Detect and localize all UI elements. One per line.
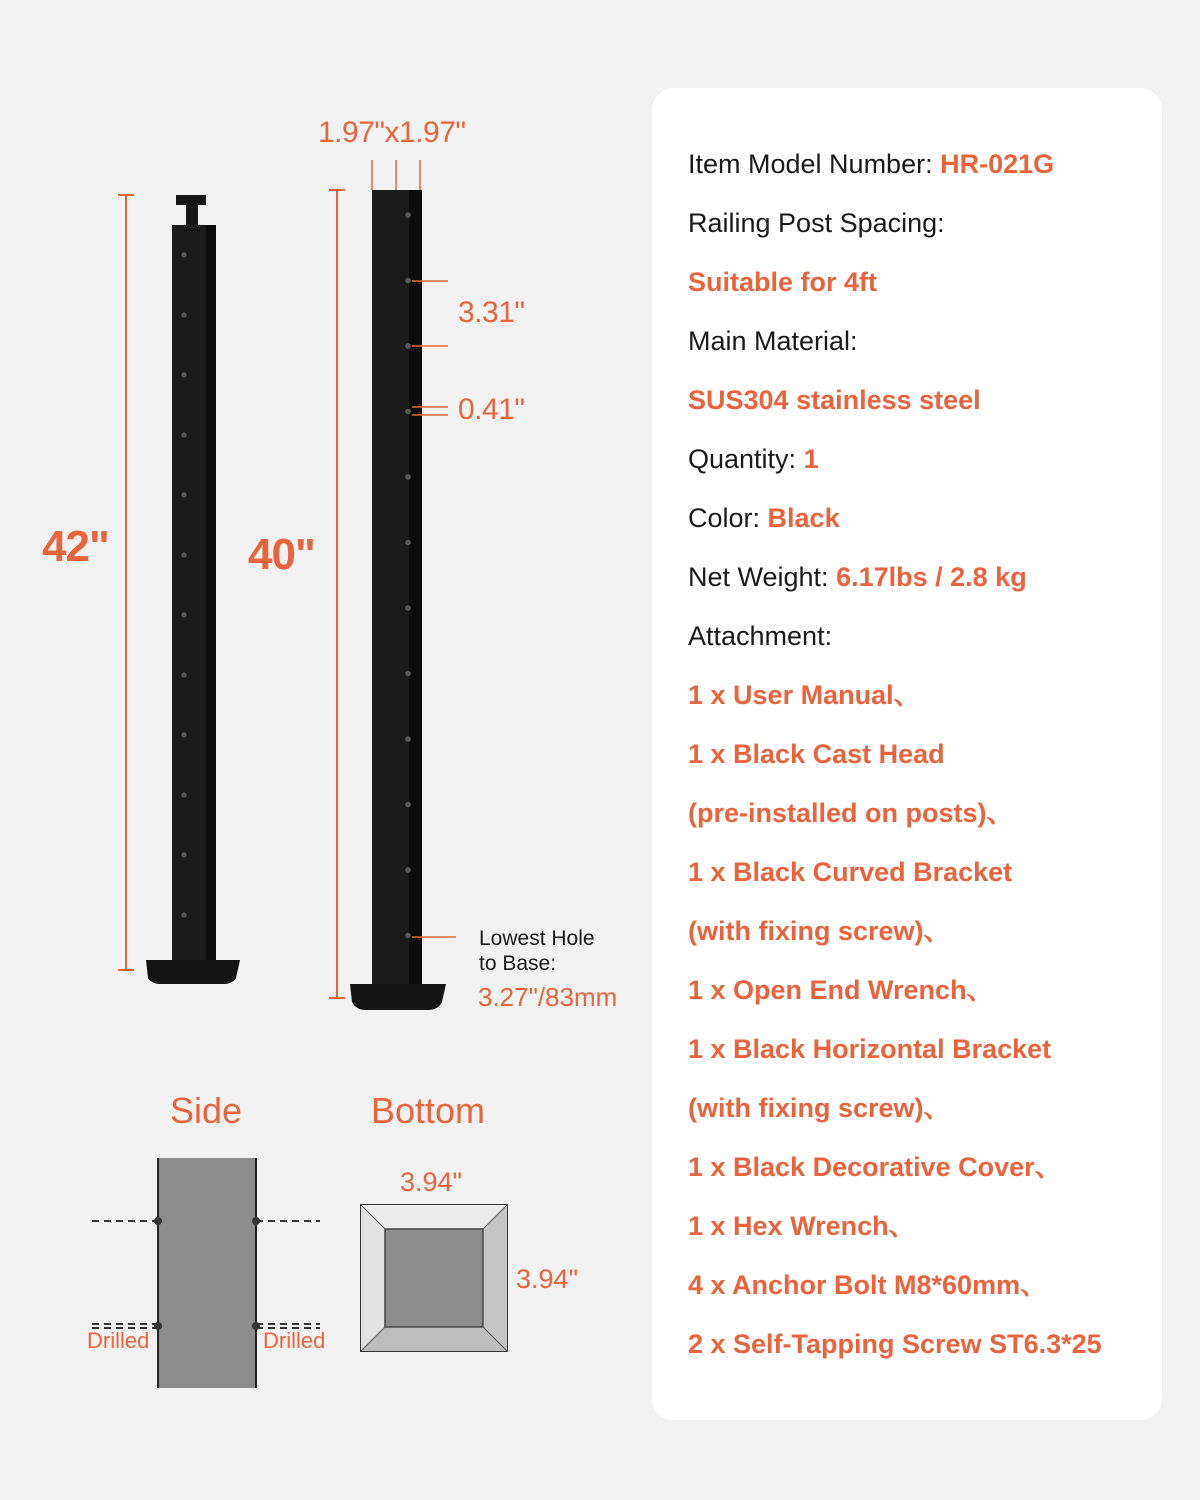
post-hole — [181, 552, 186, 557]
spec-line — [688, 561, 1027, 593]
spec-value: HR-021G — [940, 149, 1055, 179]
spec-value: 2 x Self-Tapping Screw ST6.3*25 — [688, 1329, 1102, 1359]
post-hole — [181, 432, 186, 437]
spec-line — [688, 620, 832, 652]
post-hole — [181, 252, 186, 257]
spec-key: Color: — [688, 503, 768, 533]
spec-line — [688, 1269, 1047, 1301]
post-hole — [181, 612, 186, 617]
spec-value: Suitable for 4ft — [688, 267, 878, 297]
spec-value: 1 x Black Horizontal Bracket — [688, 1034, 1052, 1064]
post-hole — [181, 492, 186, 497]
spec-value: 1 x Black Decorative Cover、 — [688, 1152, 1062, 1182]
spec-line — [688, 974, 994, 1006]
height-42-dimension-line — [118, 195, 134, 970]
post-hole — [181, 732, 186, 737]
spec-value: 6.17lbs / 2.8 kg — [836, 562, 1027, 592]
spec-value: (with fixing screw)、 — [688, 916, 951, 946]
post-hole — [181, 372, 186, 377]
spec-key: Item Model Number: — [688, 149, 941, 179]
lowest-hole-label-line2: to Base: — [479, 952, 557, 975]
post-hole — [181, 792, 186, 797]
height-post-label: 40" — [248, 530, 315, 579]
post-hole — [181, 672, 186, 677]
drilled-left-label: Drilled — [87, 1328, 150, 1353]
post-hole — [181, 912, 186, 917]
spec-line — [688, 148, 1054, 180]
bottom-view-title: Bottom — [371, 1090, 486, 1131]
spec-line — [688, 915, 951, 947]
spec-line — [688, 1328, 1102, 1360]
post-hole — [405, 736, 411, 742]
lowest-hole-label — [479, 926, 595, 976]
post-hole — [405, 802, 411, 808]
spec-line — [688, 1033, 1051, 1065]
spec-value: 1 — [803, 444, 819, 474]
spec-line — [688, 1151, 1062, 1183]
spec-value: (with fixing screw)、 — [688, 1093, 951, 1123]
spec-value: SUS304 stainless steel — [688, 385, 981, 415]
post-hole — [405, 605, 411, 611]
spec-value: 1 x Open End Wrench、 — [688, 975, 994, 1005]
spec-value: (pre-installed on posts)、 — [688, 798, 1014, 828]
spec-key: Net Weight: — [688, 562, 837, 592]
post-hole — [405, 343, 411, 349]
post-hole — [405, 474, 411, 480]
side-view-title: Side — [170, 1090, 243, 1131]
spec-card — [652, 88, 1162, 1420]
spec-key: Attachment: — [688, 621, 833, 651]
spec-value: 1 x Black Cast Head — [688, 739, 945, 769]
spec-line — [688, 384, 981, 416]
base-width-label: 3.94" — [400, 1167, 463, 1197]
height-40-dimension-line — [329, 190, 345, 998]
post-hole — [405, 409, 411, 415]
drilled-right-label: Drilled — [263, 1328, 326, 1353]
post-plain — [350, 190, 446, 1010]
spec-line — [688, 266, 877, 298]
spec-line — [688, 207, 945, 239]
lowest-hole-value: 3.27"/83mm — [478, 982, 618, 1012]
spec-line — [688, 325, 858, 357]
lowest-hole-label-line1: Lowest Hole — [479, 927, 595, 950]
section-dimension-marks — [372, 160, 420, 190]
spec-line — [688, 1210, 916, 1242]
spec-line — [688, 856, 1012, 888]
post-hole — [405, 671, 411, 677]
spec-line — [688, 443, 819, 475]
post-hole — [405, 540, 411, 546]
post-hole — [181, 312, 186, 317]
post-section-label: 1.97"x1.97" — [318, 116, 466, 149]
spec-value: Black — [767, 503, 840, 533]
spec-value: 1 x User Manual、 — [688, 680, 921, 710]
spec-line — [688, 502, 840, 534]
post-hole — [405, 278, 411, 284]
post-hole — [405, 212, 411, 218]
base-depth-label: 3.94" — [516, 1264, 579, 1294]
spec-value: 1 x Hex Wrench、 — [688, 1211, 916, 1241]
hole-spacing-label: 3.31" — [458, 296, 525, 329]
spec-key: Main Material: — [688, 326, 858, 356]
spec-key: Railing Post Spacing: — [688, 208, 945, 238]
post-hole — [405, 933, 411, 939]
height-total-label: 42" — [42, 522, 109, 571]
post-hole — [181, 852, 186, 857]
spec-key: Quantity: — [688, 444, 804, 474]
post-with-cast-head — [146, 195, 240, 984]
bottom-view — [361, 1205, 507, 1351]
spec-line — [688, 797, 1014, 829]
spec-line — [688, 1092, 951, 1124]
post-hole — [405, 867, 411, 873]
spec-value: 1 x Black Curved Bracket — [688, 857, 1013, 887]
spec-line — [688, 738, 945, 770]
spec-line — [688, 679, 921, 711]
spec-value: 4 x Anchor Bolt M8*60mm、 — [688, 1270, 1048, 1300]
hole-diameter-label: 0.41" — [458, 393, 525, 426]
